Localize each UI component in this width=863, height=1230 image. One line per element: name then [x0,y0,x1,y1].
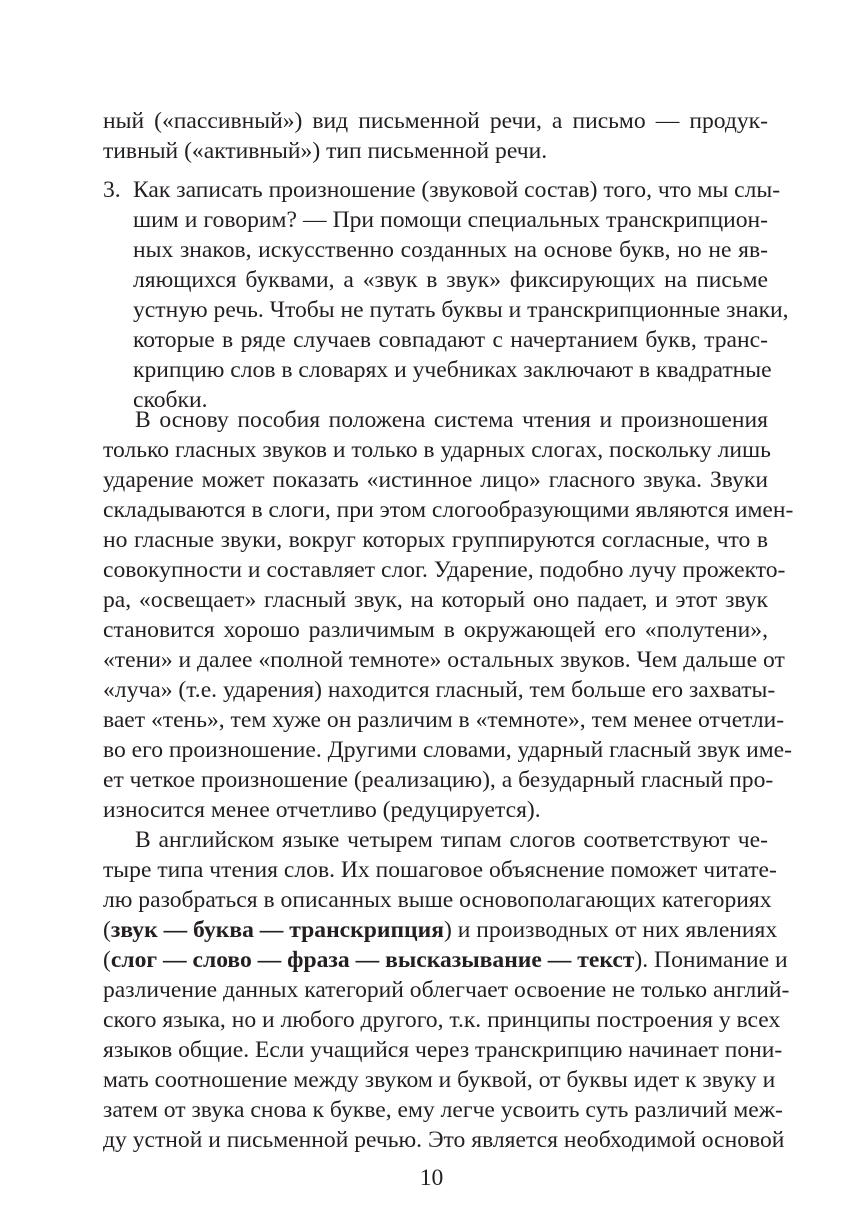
text-line: ных знаков, искусственно созданных на основе букв, но не яв- [133,237,768,263]
bold-term: слово [192,947,252,973]
text-line: ляющихся буквами, а «звук в звук» фиксирующих на письме [133,267,768,293]
bold-term: высказывание [385,947,542,973]
text-line: которые в ряде случаев совпадают с начертанием букв, транс- [133,327,768,353]
text-fragment: ( [103,917,111,943]
text-line: крипцию слов в словарях и учебниках заключают в квадратные [133,357,772,383]
text-line-with-bold [103,915,778,945]
bold-term: — [251,947,288,973]
text-line: языков общие. Если учащийся через транскрипцию начинает пони- [103,1037,783,1063]
bold-term: — [157,947,193,973]
text-fragment: ) и производных от них явлениях [444,917,778,943]
text-fragment: ). Понимание и [634,947,788,973]
text-line: совокупности и составляет слог. Ударение, подобно лучу прожекто- [103,557,786,583]
text-line: В английском языке четырем типам слогов соответствуют че- [135,827,768,853]
text-line: складываются в слоги, при этом слогообразующими являются имен- [103,497,794,523]
text-line: во его произношение. Другими словами, ударный гласный звук име- [103,737,792,763]
text-line: ского языка, но и любого другого, т.к. принципы построения у всех [103,1007,781,1033]
bold-term: звук — буква — транскрипция [110,917,444,943]
text-line: затем от звука снова к букве, ему легче усвоить суть различий меж- [103,1097,783,1123]
text-line: Как записать произношение (звуковой состав) того, что мы слы- [133,177,781,203]
text-line: шим и говорим? — При помощи специальных транскрипцион- [133,207,768,233]
bold-term: — [541,947,578,973]
bold-term: текст [577,947,635,973]
text-line: ра, «освещает» гласный звук, на который оно падает, и этот звук [103,587,768,613]
text-line: ду устной и письменной речью. Это является необходимой основой [103,1127,785,1153]
bold-term: — [349,947,386,973]
text-line: становится хорошо различимым в окружающей его «полутени», [103,617,768,643]
text-line: «тени» и далее «полной темноте» остальных звуков. Чем дальше от [103,647,785,673]
text-line: лю разобраться в описанных выше основополагающих категориях [103,887,772,913]
text-line: ет четкое произношение (реализацию), а безударный гласный про- [103,767,774,793]
text-fragment: ( [103,947,111,973]
text-line: износится менее отчетливо (редуцируется). [103,797,541,823]
text-line: тивный («активный») тип письменной речи. [103,138,548,164]
bold-term: фраза [287,947,350,973]
text-line-with-bold [103,945,788,975]
text-line: тыре типа чтения слов. Их пошаговое объяснение поможет читате- [103,857,777,883]
text-line: мать соотношение между звуком и буквой, от буквы идет к звуку и [103,1067,776,1093]
text-line: только гласных звуков и только в ударных слогах, поскольку лишь [103,437,771,463]
text-line: вает «тень», тем хуже он различим в «темноте», тем менее отчетли- [103,707,785,733]
text-line: различение данных категорий облегчает освоение не только англий- [103,977,790,1003]
text-line: В основу пособия положена система чтения и произношения [135,407,768,433]
text-line: но гласные звуки, вокруг которых группируются согласные, что в [103,527,768,553]
text-line: «луча» (т.е. ударения) находится гласный, тем больше его захваты- [103,677,776,703]
text-line: скобки. [133,387,208,413]
text-line: устную речь. Чтобы не путать буквы и транскрипционные знаки, [133,297,789,323]
list-number: 3. [103,177,121,203]
text-line: ударение может показать «истинное лицо» гласного звука. Звуки [103,467,768,493]
page-number: 10 [419,1165,444,1191]
text-line: ный («пассивный») вид письменной речи, а письмо — продук- [103,108,768,134]
bold-term: слог [110,947,158,973]
